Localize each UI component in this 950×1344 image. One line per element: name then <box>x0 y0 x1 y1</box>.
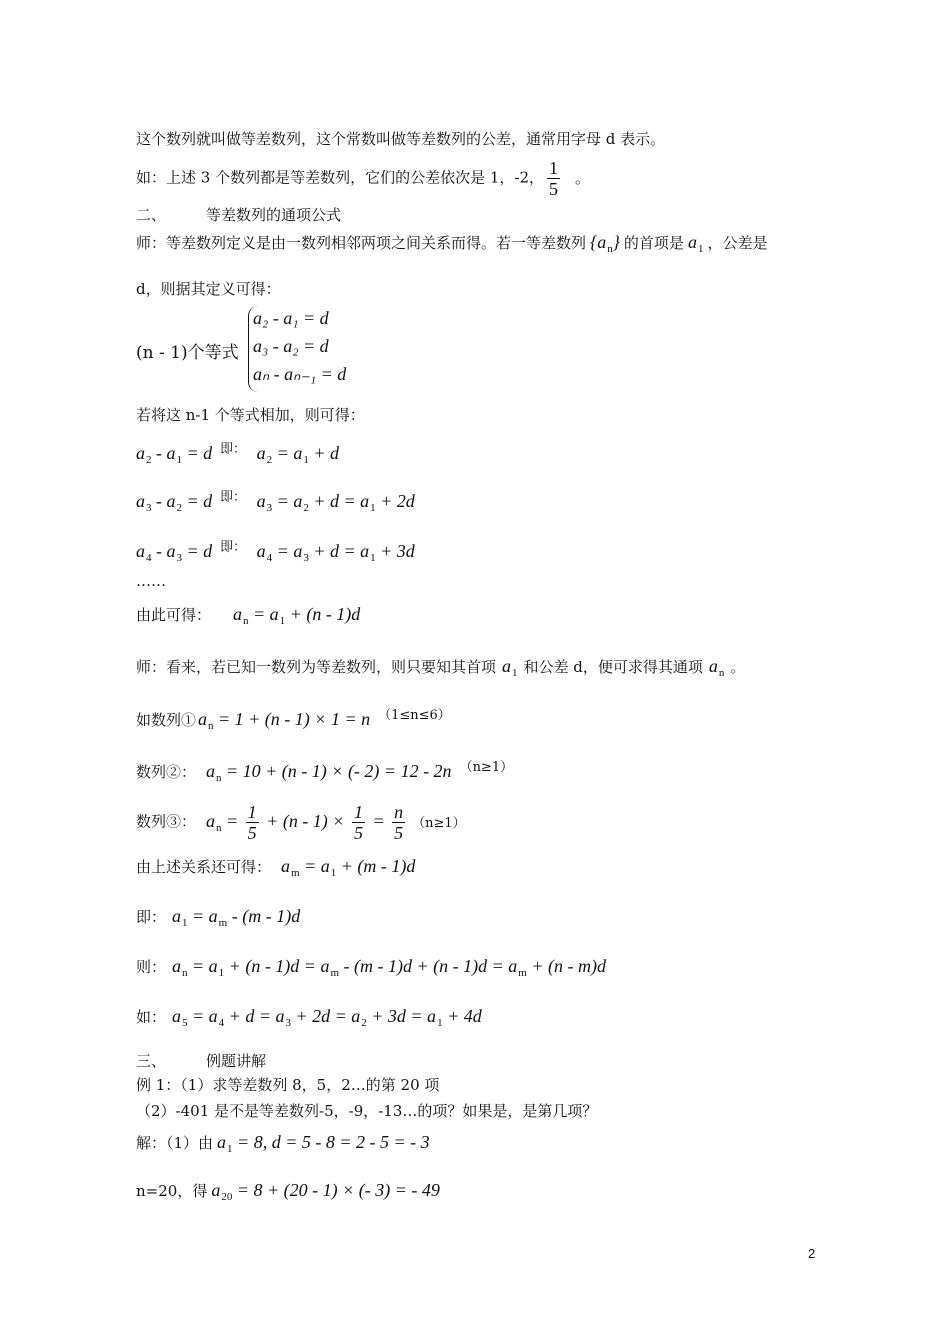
label: 数列③： <box>136 812 197 831</box>
equation-row-3: $a_4 - a_3 = d$ $^{即:}$ $a_4 = a_3 + d = a_1 + 3d$ <box>136 540 415 564</box>
example-sequence-1 <box>136 704 451 732</box>
text: 。 <box>730 658 746 676</box>
equation-row-1: $a_2 - a_1 = d$ $^{即:}$ $a_2 = a_1 + d$ <box>136 442 339 466</box>
solution-line-1 <box>136 1132 430 1155</box>
math-a1: $a_1$ <box>687 232 704 255</box>
math-a1: $a_1$ <box>502 656 518 679</box>
formula: $a_1 = a_m - (m - 1)d$ <box>172 906 301 929</box>
paragraph-d-definition: d，则据其定义可得： <box>136 280 281 298</box>
numerator: 1 <box>549 158 559 178</box>
formula: $a_5 = a_4 + d = a_3 + 2d = a_2 + 3d = a_1 + 4d$ <box>172 1006 482 1029</box>
label: 则： <box>136 958 167 976</box>
text-end: 。 <box>575 168 591 187</box>
ji-label: 即： <box>220 490 247 505</box>
label: 由此可得： <box>136 606 212 624</box>
ji-label: 即： <box>220 442 247 457</box>
text: 如：上述 3 个数列都是等差数列，它们的公差依次是 1，-2， <box>136 168 545 187</box>
formula: $a_n = 1 + (n - 1) \times 1 = n$ <box>198 709 371 732</box>
system-label: (n - 1)个等式 <box>136 343 239 363</box>
label: 解：（1）由 <box>136 1134 214 1152</box>
section-heading-2 <box>136 204 341 225</box>
text: 和公差 d，便可求得其通项 <box>523 658 703 676</box>
equation-row-2: $a_3 - a_2 = d$ $^{即:}$ $a_3 = a_2 + d = a_1 + 2d$ <box>136 490 415 514</box>
text: 的首项是 <box>623 234 684 252</box>
formula: $a_n = 10 + (n - 1)$ × (- 2) = 12 - 2n <box>206 761 452 784</box>
formula: $a_n = a_1 + (n - 1)d$ <box>233 604 361 627</box>
formula: $a_{20} = 8 + (20 - 1)$ × (- 3) = - 49 <box>211 1180 440 1203</box>
denominator: 5 <box>549 179 559 199</box>
example-sequence-2 <box>136 756 513 784</box>
general-formula <box>136 604 360 627</box>
text: 师：看来，若已知一数列为等差数列，则只要知其首项 <box>136 658 497 676</box>
paragraph-teacher-1 <box>136 232 767 255</box>
section-heading-3 <box>136 1050 266 1071</box>
heading-number: 二、 <box>136 206 167 224</box>
label: 如数列① <box>136 711 197 729</box>
relation-am <box>136 856 415 879</box>
example-1-part-2: （2）-401 是不是等差数列-5，-9，-13…的项？如果是，是第几项？ <box>136 1102 598 1120</box>
label: 数列②： <box>136 763 197 781</box>
solution-line-2 <box>136 1180 440 1203</box>
math-an-set: $\{a_n\}$ <box>590 232 620 255</box>
relation-an <box>136 956 606 979</box>
ji-label: 即： <box>220 540 247 555</box>
label: 如： <box>136 1008 167 1026</box>
math-an: $a_n$ <box>708 656 725 679</box>
text: ，公差是 <box>707 234 768 252</box>
note: （n≥1） <box>412 815 466 831</box>
example-1-part-1: 例 1：（1）求等差数列 8，5，2…的第 20 项 <box>136 1076 440 1094</box>
fraction <box>547 158 560 199</box>
note: （n≥1） <box>459 760 514 775</box>
paragraph-teacher-2 <box>136 656 745 679</box>
equation-system-brace <box>248 306 389 392</box>
relation-a1 <box>136 906 300 929</box>
example-sequence-3 <box>136 802 466 843</box>
page-number: 2 <box>808 1246 816 1261</box>
system-row: a₂ - a₁ = d <box>253 308 329 328</box>
label: n=20，得 <box>136 1182 208 1200</box>
heading-title: 例题讲解 <box>206 1052 267 1070</box>
ellipsis: …… <box>136 572 166 590</box>
heading-title: 等差数列的通项公式 <box>206 206 342 224</box>
formula: $a_n = a_1 + (n - 1)d = a_m - (m - 1)d + (n - 1)d = a_m + (n - m)d$ <box>172 956 606 979</box>
relation-a5 <box>136 1006 482 1029</box>
paragraph-example-common-difference <box>136 158 590 199</box>
paragraph-definition: 这个数列就叫做等差数列，这个常数叫做等差数列的公差，通常用字母 d 表示。 <box>136 130 666 148</box>
formula: $a_1 = 8$, d = 5 - 8 = 2 - 5 = - 3 <box>217 1132 430 1155</box>
paragraph-sum: 若将这 n-1 个等式相加，则可得： <box>136 406 365 424</box>
label: 即： <box>136 908 167 926</box>
text: 师：等差数列定义是由一数列相邻两项之间关系而得。若一等差数列 <box>136 234 587 252</box>
system-row: a₃ - a₂ = d <box>253 336 329 356</box>
system-row: aₙ - aₙ₋₁ = d <box>253 364 347 384</box>
label: 由上述关系还可得： <box>136 858 272 876</box>
heading-number: 三、 <box>136 1052 167 1070</box>
note: （1≤n≤6） <box>378 708 451 723</box>
formula: $a_n$ = $\frac{1}{5}$ + (n - 1) × $\frac{1}{5}$ = $\frac{n}{5}$ <box>206 802 404 843</box>
formula: $a_m = a_1 + (m - 1)d$ <box>281 856 416 879</box>
